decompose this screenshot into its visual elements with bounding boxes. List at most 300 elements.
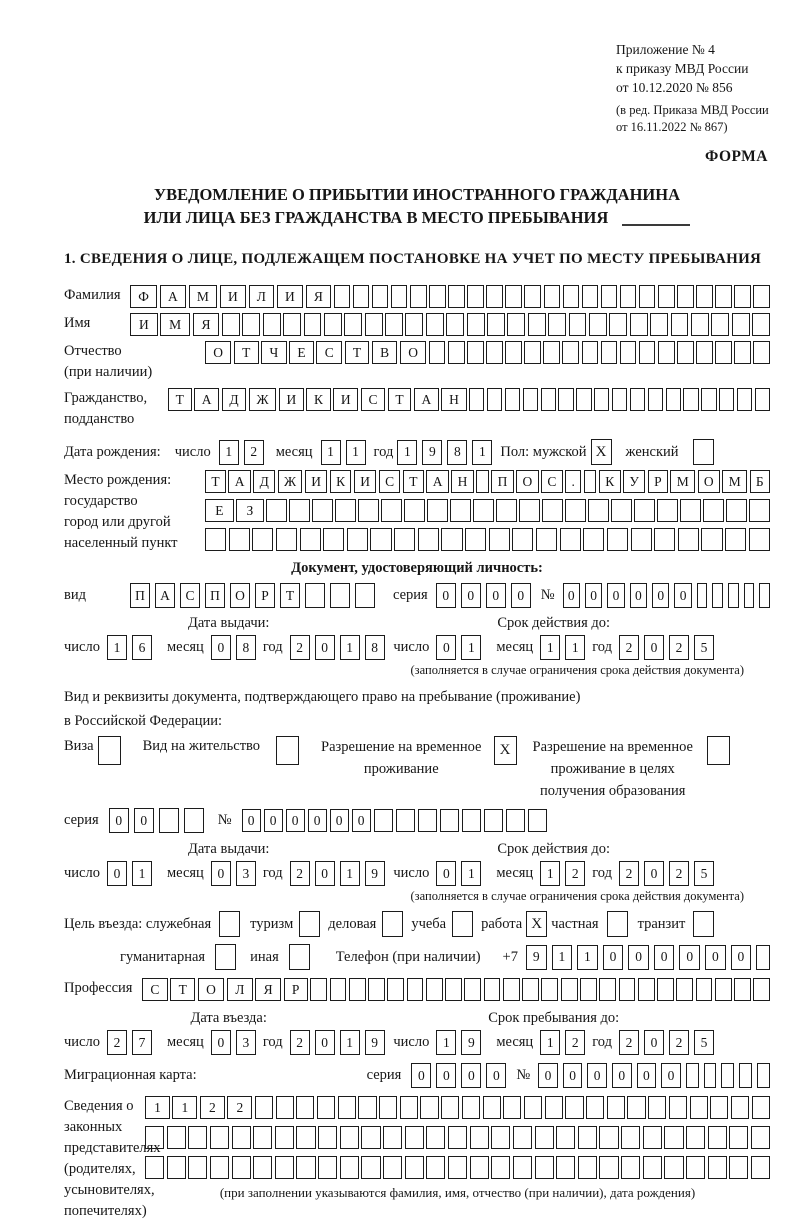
char-cell[interactable] xyxy=(304,313,322,336)
char-cell[interactable] xyxy=(544,285,561,308)
char-cell[interactable] xyxy=(445,978,462,1001)
char-cell[interactable] xyxy=(751,1126,770,1149)
char-cell[interactable] xyxy=(353,285,370,308)
char-cell[interactable] xyxy=(462,1096,480,1119)
char-cell[interactable] xyxy=(476,470,489,493)
char-cell[interactable]: М xyxy=(160,313,190,336)
char-cell[interactable] xyxy=(467,285,484,308)
char-cell[interactable] xyxy=(484,809,503,832)
char-cell[interactable] xyxy=(704,1063,717,1088)
char-cell[interactable] xyxy=(513,1126,532,1149)
char-cell[interactable] xyxy=(317,1096,335,1119)
char-cell[interactable]: О xyxy=(516,470,538,493)
char-cell[interactable]: С xyxy=(180,583,200,608)
char-cell[interactable] xyxy=(405,1126,424,1149)
char-cell[interactable]: С xyxy=(361,388,385,411)
char-cell[interactable]: Ф xyxy=(130,285,157,308)
char-cell[interactable] xyxy=(569,313,587,336)
char-cell[interactable]: 1 xyxy=(340,1030,360,1055)
char-cell[interactable] xyxy=(340,1156,359,1179)
char-cell[interactable] xyxy=(383,1156,402,1179)
char-cell[interactable] xyxy=(619,978,636,1001)
char-cell[interactable] xyxy=(634,499,655,522)
char-cell[interactable] xyxy=(664,1156,683,1179)
char-cell[interactable] xyxy=(448,1126,467,1149)
char-cell[interactable] xyxy=(335,499,356,522)
char-cell[interactable]: Т xyxy=(345,341,370,364)
char-cell[interactable] xyxy=(541,978,558,1001)
char-cell[interactable] xyxy=(396,809,415,832)
char-cell[interactable] xyxy=(318,1126,337,1149)
char-cell[interactable] xyxy=(753,978,770,1001)
char-cell[interactable]: Д xyxy=(222,388,247,411)
char-cell[interactable] xyxy=(708,1156,727,1179)
char-cell[interactable]: Б xyxy=(750,470,770,493)
char-cell[interactable] xyxy=(505,388,520,411)
char-cell[interactable] xyxy=(365,313,383,336)
char-cell[interactable] xyxy=(400,1096,418,1119)
char-cell[interactable] xyxy=(536,528,557,551)
char-cell[interactable] xyxy=(607,528,628,551)
char-cell[interactable] xyxy=(639,341,656,364)
char-cell[interactable] xyxy=(188,1126,207,1149)
char-cell[interactable] xyxy=(582,341,599,364)
char-cell[interactable] xyxy=(756,945,770,970)
char-cell[interactable] xyxy=(701,388,716,411)
char-cell[interactable]: 9 xyxy=(526,945,547,970)
char-cell[interactable] xyxy=(548,313,566,336)
char-cell[interactable] xyxy=(621,1126,640,1149)
char-cell[interactable]: 5 xyxy=(694,1030,714,1055)
char-cell[interactable]: 3 xyxy=(236,861,256,886)
char-cell[interactable]: 0 xyxy=(563,583,580,608)
char-cell[interactable]: 8 xyxy=(365,635,385,660)
char-cell[interactable] xyxy=(744,583,755,608)
char-cell[interactable]: 1 xyxy=(219,440,239,465)
char-cell[interactable]: Р xyxy=(648,470,668,493)
char-cell[interactable]: 0 xyxy=(352,809,371,832)
char-cell[interactable] xyxy=(276,1096,294,1119)
char-cell[interactable] xyxy=(512,528,533,551)
char-cell[interactable]: Т xyxy=(234,341,259,364)
char-cell[interactable]: 5 xyxy=(694,635,714,660)
char-cell[interactable] xyxy=(524,285,541,308)
char-cell[interactable] xyxy=(289,499,310,522)
char-cell[interactable]: З xyxy=(236,499,263,522)
purpose-transit-checkbox[interactable] xyxy=(693,911,714,937)
char-cell[interactable]: 0 xyxy=(587,1063,607,1088)
char-cell[interactable] xyxy=(450,499,471,522)
char-cell[interactable] xyxy=(446,313,464,336)
char-cell[interactable]: С xyxy=(316,341,342,364)
char-cell[interactable] xyxy=(383,1126,402,1149)
char-cell[interactable] xyxy=(441,528,462,551)
char-cell[interactable] xyxy=(734,341,751,364)
char-cell[interactable]: 2 xyxy=(107,1030,127,1055)
purpose-business-checkbox[interactable] xyxy=(382,911,403,937)
char-cell[interactable] xyxy=(676,978,693,1001)
char-cell[interactable] xyxy=(519,499,540,522)
char-cell[interactable]: 0 xyxy=(644,1030,664,1055)
char-cell[interactable]: 1 xyxy=(107,635,127,660)
char-cell[interactable]: 1 xyxy=(540,635,560,660)
char-cell[interactable] xyxy=(560,528,581,551)
char-cell[interactable]: А xyxy=(414,388,439,411)
char-cell[interactable] xyxy=(503,1096,521,1119)
char-cell[interactable]: 1 xyxy=(321,440,341,465)
char-cell[interactable]: П xyxy=(205,583,225,608)
char-cell[interactable] xyxy=(648,1096,666,1119)
char-cell[interactable] xyxy=(686,1063,699,1088)
char-cell[interactable] xyxy=(184,808,204,833)
char-cell[interactable] xyxy=(630,388,645,411)
char-cell[interactable] xyxy=(232,1126,251,1149)
char-cell[interactable] xyxy=(732,313,750,336)
char-cell[interactable]: 1 xyxy=(132,861,152,886)
char-cell[interactable] xyxy=(276,528,297,551)
char-cell[interactable] xyxy=(210,1126,229,1149)
char-cell[interactable]: 2 xyxy=(669,861,689,886)
char-cell[interactable]: 0 xyxy=(603,945,624,970)
char-cell[interactable] xyxy=(711,313,729,336)
char-cell[interactable] xyxy=(330,978,347,1001)
char-cell[interactable] xyxy=(385,313,403,336)
char-cell[interactable] xyxy=(524,341,541,364)
char-cell[interactable] xyxy=(677,285,694,308)
char-cell[interactable] xyxy=(310,978,327,1001)
char-cell[interactable]: 0 xyxy=(461,1063,481,1088)
char-cell[interactable] xyxy=(296,1126,315,1149)
char-cell[interactable] xyxy=(752,1096,770,1119)
char-cell[interactable]: 2 xyxy=(669,635,689,660)
char-cell[interactable] xyxy=(312,499,333,522)
char-cell[interactable] xyxy=(404,499,425,522)
char-cell[interactable]: К xyxy=(330,470,352,493)
char-cell[interactable] xyxy=(427,499,448,522)
char-cell[interactable] xyxy=(749,499,770,522)
char-cell[interactable] xyxy=(715,341,732,364)
char-cell[interactable]: 0 xyxy=(705,945,726,970)
char-cell[interactable] xyxy=(721,1063,734,1088)
char-cell[interactable]: А xyxy=(228,470,250,493)
char-cell[interactable] xyxy=(638,978,655,1001)
char-cell[interactable]: С xyxy=(379,470,401,493)
char-cell[interactable] xyxy=(671,313,689,336)
char-cell[interactable] xyxy=(739,1063,752,1088)
char-cell[interactable] xyxy=(167,1156,186,1179)
char-cell[interactable]: 0 xyxy=(315,635,335,660)
char-cell[interactable]: А xyxy=(194,388,219,411)
char-cell[interactable] xyxy=(300,528,321,551)
char-cell[interactable] xyxy=(368,978,385,1001)
char-cell[interactable]: 0 xyxy=(436,583,456,608)
char-cell[interactable] xyxy=(586,1096,604,1119)
char-cell[interactable]: 0 xyxy=(731,945,752,970)
char-cell[interactable] xyxy=(710,1096,728,1119)
char-cell[interactable]: 2 xyxy=(619,635,639,660)
char-cell[interactable]: А xyxy=(155,583,175,608)
char-cell[interactable]: Я xyxy=(193,313,220,336)
char-cell[interactable]: 0 xyxy=(630,583,647,608)
char-cell[interactable] xyxy=(347,528,368,551)
char-cell[interactable] xyxy=(715,978,732,1001)
char-cell[interactable]: 0 xyxy=(628,945,649,970)
char-cell[interactable] xyxy=(252,528,273,551)
char-cell[interactable] xyxy=(426,1156,445,1179)
char-cell[interactable] xyxy=(696,341,713,364)
char-cell[interactable]: 1 xyxy=(565,635,585,660)
char-cell[interactable] xyxy=(426,1126,445,1149)
char-cell[interactable] xyxy=(242,313,260,336)
char-cell[interactable] xyxy=(429,341,446,364)
char-cell[interactable] xyxy=(145,1126,164,1149)
char-cell[interactable] xyxy=(491,1156,510,1179)
char-cell[interactable] xyxy=(420,1096,438,1119)
char-cell[interactable]: Я xyxy=(306,285,332,308)
char-cell[interactable]: Т xyxy=(168,388,192,411)
char-cell[interactable] xyxy=(405,313,423,336)
char-cell[interactable]: О xyxy=(230,583,250,608)
char-cell[interactable] xyxy=(578,1126,597,1149)
char-cell[interactable] xyxy=(355,583,375,608)
char-cell[interactable] xyxy=(465,528,486,551)
char-cell[interactable] xyxy=(263,313,281,336)
char-cell[interactable]: 2 xyxy=(290,861,310,886)
char-cell[interactable] xyxy=(729,1156,748,1179)
char-cell[interactable] xyxy=(361,1126,380,1149)
char-cell[interactable] xyxy=(334,285,351,308)
char-cell[interactable]: 1 xyxy=(145,1096,170,1119)
char-cell[interactable]: И xyxy=(220,285,246,308)
char-cell[interactable] xyxy=(683,388,698,411)
char-cell[interactable]: 0 xyxy=(134,808,154,833)
char-cell[interactable] xyxy=(669,1096,687,1119)
char-cell[interactable] xyxy=(643,1156,662,1179)
char-cell[interactable]: 2 xyxy=(290,635,310,660)
char-cell[interactable] xyxy=(686,1126,705,1149)
char-cell[interactable]: Н xyxy=(451,470,473,493)
char-cell[interactable] xyxy=(620,285,637,308)
char-cell[interactable] xyxy=(726,499,747,522)
char-cell[interactable] xyxy=(429,285,446,308)
char-cell[interactable] xyxy=(324,313,342,336)
char-cell[interactable] xyxy=(584,470,597,493)
char-cell[interactable]: 0 xyxy=(652,583,669,608)
char-cell[interactable]: Р xyxy=(255,583,275,608)
char-cell[interactable]: 0 xyxy=(436,861,456,886)
char-cell[interactable]: Ч xyxy=(261,341,286,364)
char-cell[interactable] xyxy=(469,388,484,411)
char-cell[interactable] xyxy=(565,1096,583,1119)
char-cell[interactable]: П xyxy=(491,470,513,493)
char-cell[interactable] xyxy=(496,499,517,522)
char-cell[interactable]: 1 xyxy=(552,945,573,970)
char-cell[interactable]: 0 xyxy=(436,635,456,660)
char-cell[interactable]: 1 xyxy=(540,861,560,886)
char-cell[interactable]: 0 xyxy=(330,809,349,832)
char-cell[interactable]: М xyxy=(670,470,695,493)
char-cell[interactable] xyxy=(418,528,439,551)
char-cell[interactable] xyxy=(338,1096,356,1119)
char-cell[interactable]: О xyxy=(698,470,720,493)
char-cell[interactable]: Т xyxy=(170,978,195,1001)
char-cell[interactable] xyxy=(145,1156,164,1179)
char-cell[interactable]: В xyxy=(372,341,398,364)
char-cell[interactable] xyxy=(470,1126,489,1149)
char-cell[interactable] xyxy=(503,978,520,1001)
char-cell[interactable] xyxy=(696,978,713,1001)
char-cell[interactable]: Т xyxy=(280,583,300,608)
char-cell[interactable] xyxy=(483,1096,501,1119)
char-cell[interactable]: Е xyxy=(205,499,234,522)
char-cell[interactable]: 0 xyxy=(511,583,531,608)
char-cell[interactable] xyxy=(232,1156,251,1179)
purpose-work-checkbox[interactable]: X xyxy=(526,911,547,937)
char-cell[interactable] xyxy=(678,528,699,551)
char-cell[interactable] xyxy=(467,341,484,364)
char-cell[interactable] xyxy=(440,809,459,832)
char-cell[interactable]: О xyxy=(205,341,231,364)
char-cell[interactable] xyxy=(599,1156,618,1179)
char-cell[interactable]: 0 xyxy=(461,583,481,608)
char-cell[interactable]: 1 xyxy=(340,635,360,660)
char-cell[interactable] xyxy=(394,528,415,551)
char-cell[interactable]: С xyxy=(541,470,563,493)
char-cell[interactable]: 8 xyxy=(447,440,467,465)
char-cell[interactable] xyxy=(330,583,350,608)
char-cell[interactable]: П xyxy=(130,583,150,608)
char-cell[interactable] xyxy=(650,313,668,336)
char-cell[interactable] xyxy=(631,528,652,551)
char-cell[interactable] xyxy=(266,499,287,522)
char-cell[interactable]: Я xyxy=(255,978,281,1001)
char-cell[interactable] xyxy=(188,1156,207,1179)
char-cell[interactable]: 9 xyxy=(365,1030,385,1055)
char-cell[interactable] xyxy=(524,1096,542,1119)
char-cell[interactable] xyxy=(296,1156,315,1179)
char-cell[interactable] xyxy=(275,1156,294,1179)
char-cell[interactable]: 0 xyxy=(654,945,675,970)
char-cell[interactable] xyxy=(470,1156,489,1179)
char-cell[interactable] xyxy=(507,313,525,336)
char-cell[interactable]: Р xyxy=(284,978,308,1001)
char-cell[interactable]: Д xyxy=(253,470,275,493)
char-cell[interactable]: 1 xyxy=(346,440,366,465)
char-cell[interactable] xyxy=(542,499,563,522)
char-cell[interactable] xyxy=(370,528,391,551)
char-cell[interactable] xyxy=(594,388,609,411)
char-cell[interactable] xyxy=(643,1126,662,1149)
char-cell[interactable] xyxy=(205,528,226,551)
char-cell[interactable] xyxy=(752,313,770,336)
char-cell[interactable] xyxy=(543,341,560,364)
char-cell[interactable] xyxy=(657,499,678,522)
char-cell[interactable]: 0 xyxy=(315,1030,335,1055)
char-cell[interactable] xyxy=(462,809,481,832)
char-cell[interactable] xyxy=(731,1096,749,1119)
char-cell[interactable] xyxy=(696,285,713,308)
char-cell[interactable]: . xyxy=(565,470,581,493)
char-cell[interactable] xyxy=(737,388,752,411)
char-cell[interactable] xyxy=(719,388,734,411)
char-cell[interactable]: 0 xyxy=(411,1063,431,1088)
char-cell[interactable] xyxy=(620,341,637,364)
char-cell[interactable] xyxy=(535,1156,554,1179)
char-cell[interactable]: 0 xyxy=(637,1063,657,1088)
char-cell[interactable] xyxy=(609,313,627,336)
char-cell[interactable] xyxy=(630,313,648,336)
char-cell[interactable] xyxy=(580,978,597,1001)
char-cell[interactable] xyxy=(374,809,393,832)
char-cell[interactable]: Т xyxy=(403,470,424,493)
char-cell[interactable] xyxy=(576,388,591,411)
char-cell[interactable] xyxy=(253,1126,272,1149)
char-cell[interactable]: 8 xyxy=(236,635,256,660)
char-cell[interactable] xyxy=(505,285,522,308)
char-cell[interactable] xyxy=(255,1096,273,1119)
char-cell[interactable]: 0 xyxy=(644,861,664,886)
char-cell[interactable] xyxy=(759,583,770,608)
char-cell[interactable]: 0 xyxy=(107,861,127,886)
char-cell[interactable] xyxy=(627,1096,645,1119)
char-cell[interactable] xyxy=(491,1126,510,1149)
char-cell[interactable] xyxy=(448,1156,467,1179)
char-cell[interactable] xyxy=(757,1063,770,1088)
char-cell[interactable] xyxy=(426,313,444,336)
char-cell[interactable] xyxy=(601,285,618,308)
char-cell[interactable] xyxy=(680,499,701,522)
char-cell[interactable]: Л xyxy=(249,285,275,308)
char-cell[interactable] xyxy=(344,313,362,336)
char-cell[interactable]: 1 xyxy=(397,440,417,465)
char-cell[interactable]: 0 xyxy=(607,583,624,608)
char-cell[interactable] xyxy=(487,388,502,411)
char-cell[interactable] xyxy=(467,313,485,336)
char-cell[interactable]: 2 xyxy=(290,1030,310,1055)
char-cell[interactable] xyxy=(563,285,580,308)
char-cell[interactable] xyxy=(657,978,674,1001)
char-cell[interactable] xyxy=(361,1156,380,1179)
char-cell[interactable] xyxy=(167,1126,186,1149)
char-cell[interactable] xyxy=(426,978,443,1001)
char-cell[interactable]: 1 xyxy=(577,945,598,970)
residence-permit-checkbox[interactable] xyxy=(276,736,299,765)
char-cell[interactable]: Т xyxy=(388,388,412,411)
char-cell[interactable] xyxy=(589,313,607,336)
char-cell[interactable]: 2 xyxy=(227,1096,252,1119)
temp-residence-edu-checkbox[interactable] xyxy=(707,736,730,765)
char-cell[interactable]: И xyxy=(333,388,358,411)
char-cell[interactable]: 0 xyxy=(563,1063,583,1088)
char-cell[interactable] xyxy=(489,528,510,551)
char-cell[interactable] xyxy=(712,583,723,608)
char-cell[interactable]: 0 xyxy=(242,809,261,832)
char-cell[interactable]: Е xyxy=(289,341,314,364)
char-cell[interactable]: 1 xyxy=(461,861,481,886)
char-cell[interactable]: 2 xyxy=(244,440,264,465)
char-cell[interactable] xyxy=(703,499,724,522)
char-cell[interactable]: 0 xyxy=(661,1063,681,1088)
char-cell[interactable] xyxy=(358,1096,376,1119)
char-cell[interactable] xyxy=(487,313,505,336)
char-cell[interactable] xyxy=(305,583,325,608)
char-cell[interactable]: К xyxy=(599,470,621,493)
char-cell[interactable]: Ж xyxy=(249,388,276,411)
char-cell[interactable] xyxy=(556,1126,575,1149)
char-cell[interactable] xyxy=(601,341,618,364)
char-cell[interactable]: 0 xyxy=(315,861,335,886)
char-cell[interactable] xyxy=(405,1156,424,1179)
